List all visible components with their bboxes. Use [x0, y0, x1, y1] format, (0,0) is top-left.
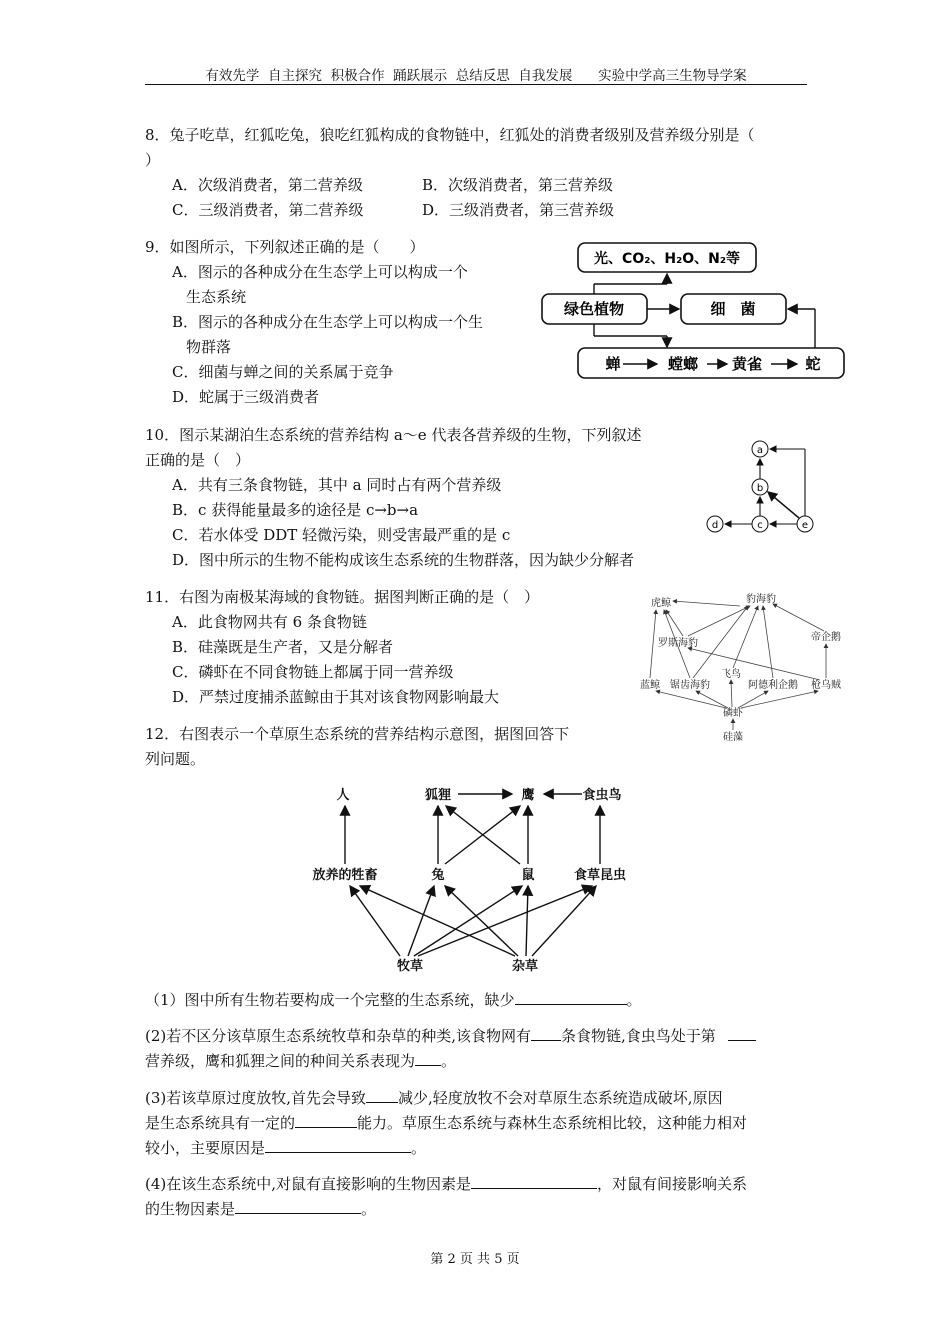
web-mouse: 鼠 — [521, 868, 535, 883]
q12-grassland-food-web — [300, 778, 660, 978]
chain-mantis: 螳螂 — [667, 355, 699, 373]
q12-part-4 — [145, 1173, 747, 1194]
web-orca: 虎鲸 — [651, 598, 671, 609]
q12-part-4-cont — [145, 1198, 376, 1219]
web-human: 人 — [336, 788, 350, 803]
q8-stem: 8．兔子吃草，红狐吃兔，狼吃红狐构成的食物链中，红狐处的消费者级别及营养级分别是（ — [145, 126, 755, 144]
q12-p4-end: 。 — [361, 1200, 377, 1218]
q11-antarctic-food-web — [628, 588, 858, 746]
q12-p2-text: (2)若不区分该草原生态系统牧草和杂草的种类,该食物网有 — [145, 1027, 532, 1045]
q12-p3-blank-decrease[interactable] — [366, 1087, 398, 1103]
web-rabbit: 兔 — [431, 868, 445, 883]
q10-option-d: D．图中所示的生物不能构成该生态系统的生物群落，因为缺少分解者 — [172, 551, 635, 569]
q10-stem: 10．图示某湖泊生态系统的营养结构 a～e 代表各营养级的生物，下列叙述 — [145, 426, 642, 444]
web-hawk: 鹰 — [521, 788, 535, 803]
q12-p3-text5: 较小，主要原因是 — [145, 1139, 266, 1157]
q12-p2-blank-chains[interactable] — [531, 1025, 561, 1041]
q12-p4-text: (4)在该生态系统中,对鼠有直接影响的生物因素是 — [145, 1175, 472, 1193]
q12-part-3-cont2 — [145, 1137, 426, 1158]
web-adelie-penguin: 阿德利企鹅 — [748, 680, 798, 691]
plant-label: 绿色植物 — [563, 300, 625, 318]
q12-p3-text2: 减少,轻度放牧不会对草原生态系统造成破坏,原因 — [398, 1089, 723, 1107]
q8-option-c: C．三级消费者，第二营养级 — [172, 201, 364, 219]
header-rule — [145, 84, 807, 85]
q12-p2-text3: 营养级，鹰和狐狸之间的种间关系表现为 — [145, 1052, 416, 1070]
q12-p4-blank-direct[interactable] — [471, 1173, 597, 1189]
q11-option-a: A．此食物网共有 6 条食物链 — [172, 613, 367, 631]
q8-option-b: B．次级消费者，第三营养级 — [422, 176, 614, 194]
q12-p2-blank-level[interactable] — [728, 1025, 756, 1041]
bacteria-label: 细 菌 — [710, 300, 756, 318]
q12-p1-text: （1）图中所有生物若要构成一个完整的生态系统，缺少 — [145, 991, 515, 1009]
web-leopard-seal: 豹海豹 — [746, 594, 776, 605]
q9-option-b-cont: 物群落 — [186, 338, 232, 356]
q12-p3-text4: 能力。草原生态系统与森林生态系统相比较，这种能力相对 — [357, 1114, 748, 1132]
q12-part-2-cont — [145, 1050, 456, 1071]
chain-oriole: 黄雀 — [731, 355, 763, 373]
page-footer: 第 2 页 共 5 页 — [430, 1252, 520, 1267]
q9-stem: 9．如图所示，下列叙述正确的是（ ） — [145, 238, 425, 256]
page-header: 有效先学 自主探究 积极合作 踊跃展示 总结反思 自我发展 实验中学高三生物导学案 — [205, 68, 747, 84]
node-b-label: b — [756, 483, 764, 494]
q12-part-1 — [145, 989, 642, 1010]
q12-p3-text3: 是生态系统具有一定的 — [145, 1114, 296, 1132]
node-c-label: c — [757, 520, 763, 531]
q10-option-a: A．共有三条食物链，其中 a 同时占有两个营养级 — [172, 476, 502, 494]
node-d-label: d — [711, 520, 719, 531]
q12-p4-text2: ，对鼠有间接影响关系 — [597, 1175, 748, 1193]
q12-p2-end: 。 — [441, 1052, 457, 1070]
q11-stem: 11．右图为南极某海域的食物链。据图判断正确的是（ ） — [145, 588, 540, 606]
web-livestock: 放养的牲畜 — [312, 868, 378, 883]
q9-option-a: A．图示的各种成分在生态学上可以构成一个 — [172, 263, 468, 281]
web-emperor-penguin: 帝企鹅 — [811, 632, 841, 643]
chain-snake: 蛇 — [805, 355, 821, 373]
q10-stem-cont: 正确的是（ ） — [145, 451, 251, 469]
q10-trophic-diagram — [700, 432, 820, 542]
q12-p2-text2: 条食物链,食虫鸟处于第 — [561, 1027, 716, 1045]
web-pasture-grass: 牧草 — [396, 959, 424, 974]
q11-option-b: B．硅藻既是生产者，又是分解者 — [172, 638, 394, 656]
q12-p2-blank-relation[interactable] — [415, 1050, 441, 1066]
web-blue-whale: 蓝鲸 — [640, 680, 660, 691]
web-krill: 磷虾 — [723, 708, 743, 719]
web-bird: 飞鸟 — [721, 669, 741, 680]
web-fox: 狐狸 — [424, 788, 452, 803]
q11-option-c: C．磷虾在不同食物链上都属于同一营养级 — [172, 663, 454, 681]
q9-option-d: D．蛇属于三级消费者 — [172, 388, 320, 406]
q12-stem-cont: 列问题。 — [145, 750, 206, 768]
q12-p1-blank[interactable] — [515, 989, 627, 1005]
web-herbivorous-insect: 食草昆虫 — [573, 868, 627, 883]
node-e-label: e — [801, 520, 809, 531]
q9-option-a-cont: 生态系统 — [186, 288, 247, 306]
q10-option-c: C．若水体受 DDT 轻微污染，则受害最严重的是 c — [172, 526, 511, 544]
q12-p4-blank-indirect[interactable] — [235, 1198, 361, 1214]
web-weeds: 杂草 — [511, 959, 539, 974]
q12-stem: 12．右图表示一个草原生态系统的营养结构示意图，据图回答下 — [145, 725, 570, 743]
q12-p4-text3: 的生物因素是 — [145, 1200, 236, 1218]
q11-option-d: D．严禁过度捕杀蓝鲸由于其对该食物网影响最大 — [172, 688, 500, 706]
q9-option-b: B．图示的各种成分在生态学上可以构成一个生 — [172, 313, 484, 331]
q9-ecosystem-diagram — [535, 240, 855, 385]
node-a-label: a — [756, 445, 764, 456]
abiotic-label: 光、CO₂、H₂O、N₂等 — [594, 251, 740, 267]
web-insectivorous-bird: 食虫鸟 — [582, 788, 622, 803]
q10-option-b: B．c 获得能量最多的途径是 c→b→a — [172, 501, 419, 519]
web-ross-seal: 罗斯海豹 — [658, 638, 698, 649]
chain-cicada: 蝉 — [605, 355, 621, 373]
q12-p1-end: 。 — [626, 991, 642, 1009]
q12-p3-text: (3)若该草原过度放牧,首先会导致 — [145, 1089, 367, 1107]
q12-p3-end: 。 — [411, 1139, 427, 1157]
q8-option-a: A．次级消费者，第二营养级 — [172, 176, 363, 194]
web-diatom: 硅藻 — [723, 732, 743, 743]
web-squid: 枪乌贼 — [811, 680, 841, 691]
web-crabeater-seal: 锯齿海豹 — [670, 680, 710, 691]
q12-part-3 — [145, 1087, 723, 1108]
q12-p3-blank-ability[interactable] — [295, 1112, 357, 1128]
q12-part-3-cont — [145, 1112, 747, 1133]
q12-p3-blank-reason[interactable] — [265, 1137, 411, 1153]
q8-stem-end: ） — [145, 151, 161, 169]
q8-option-d: D．三级消费者，第三营养级 — [422, 201, 615, 219]
q9-option-c: C．细菌与蝉之间的关系属于竞争 — [172, 363, 394, 381]
q12-part-2 — [145, 1025, 756, 1046]
